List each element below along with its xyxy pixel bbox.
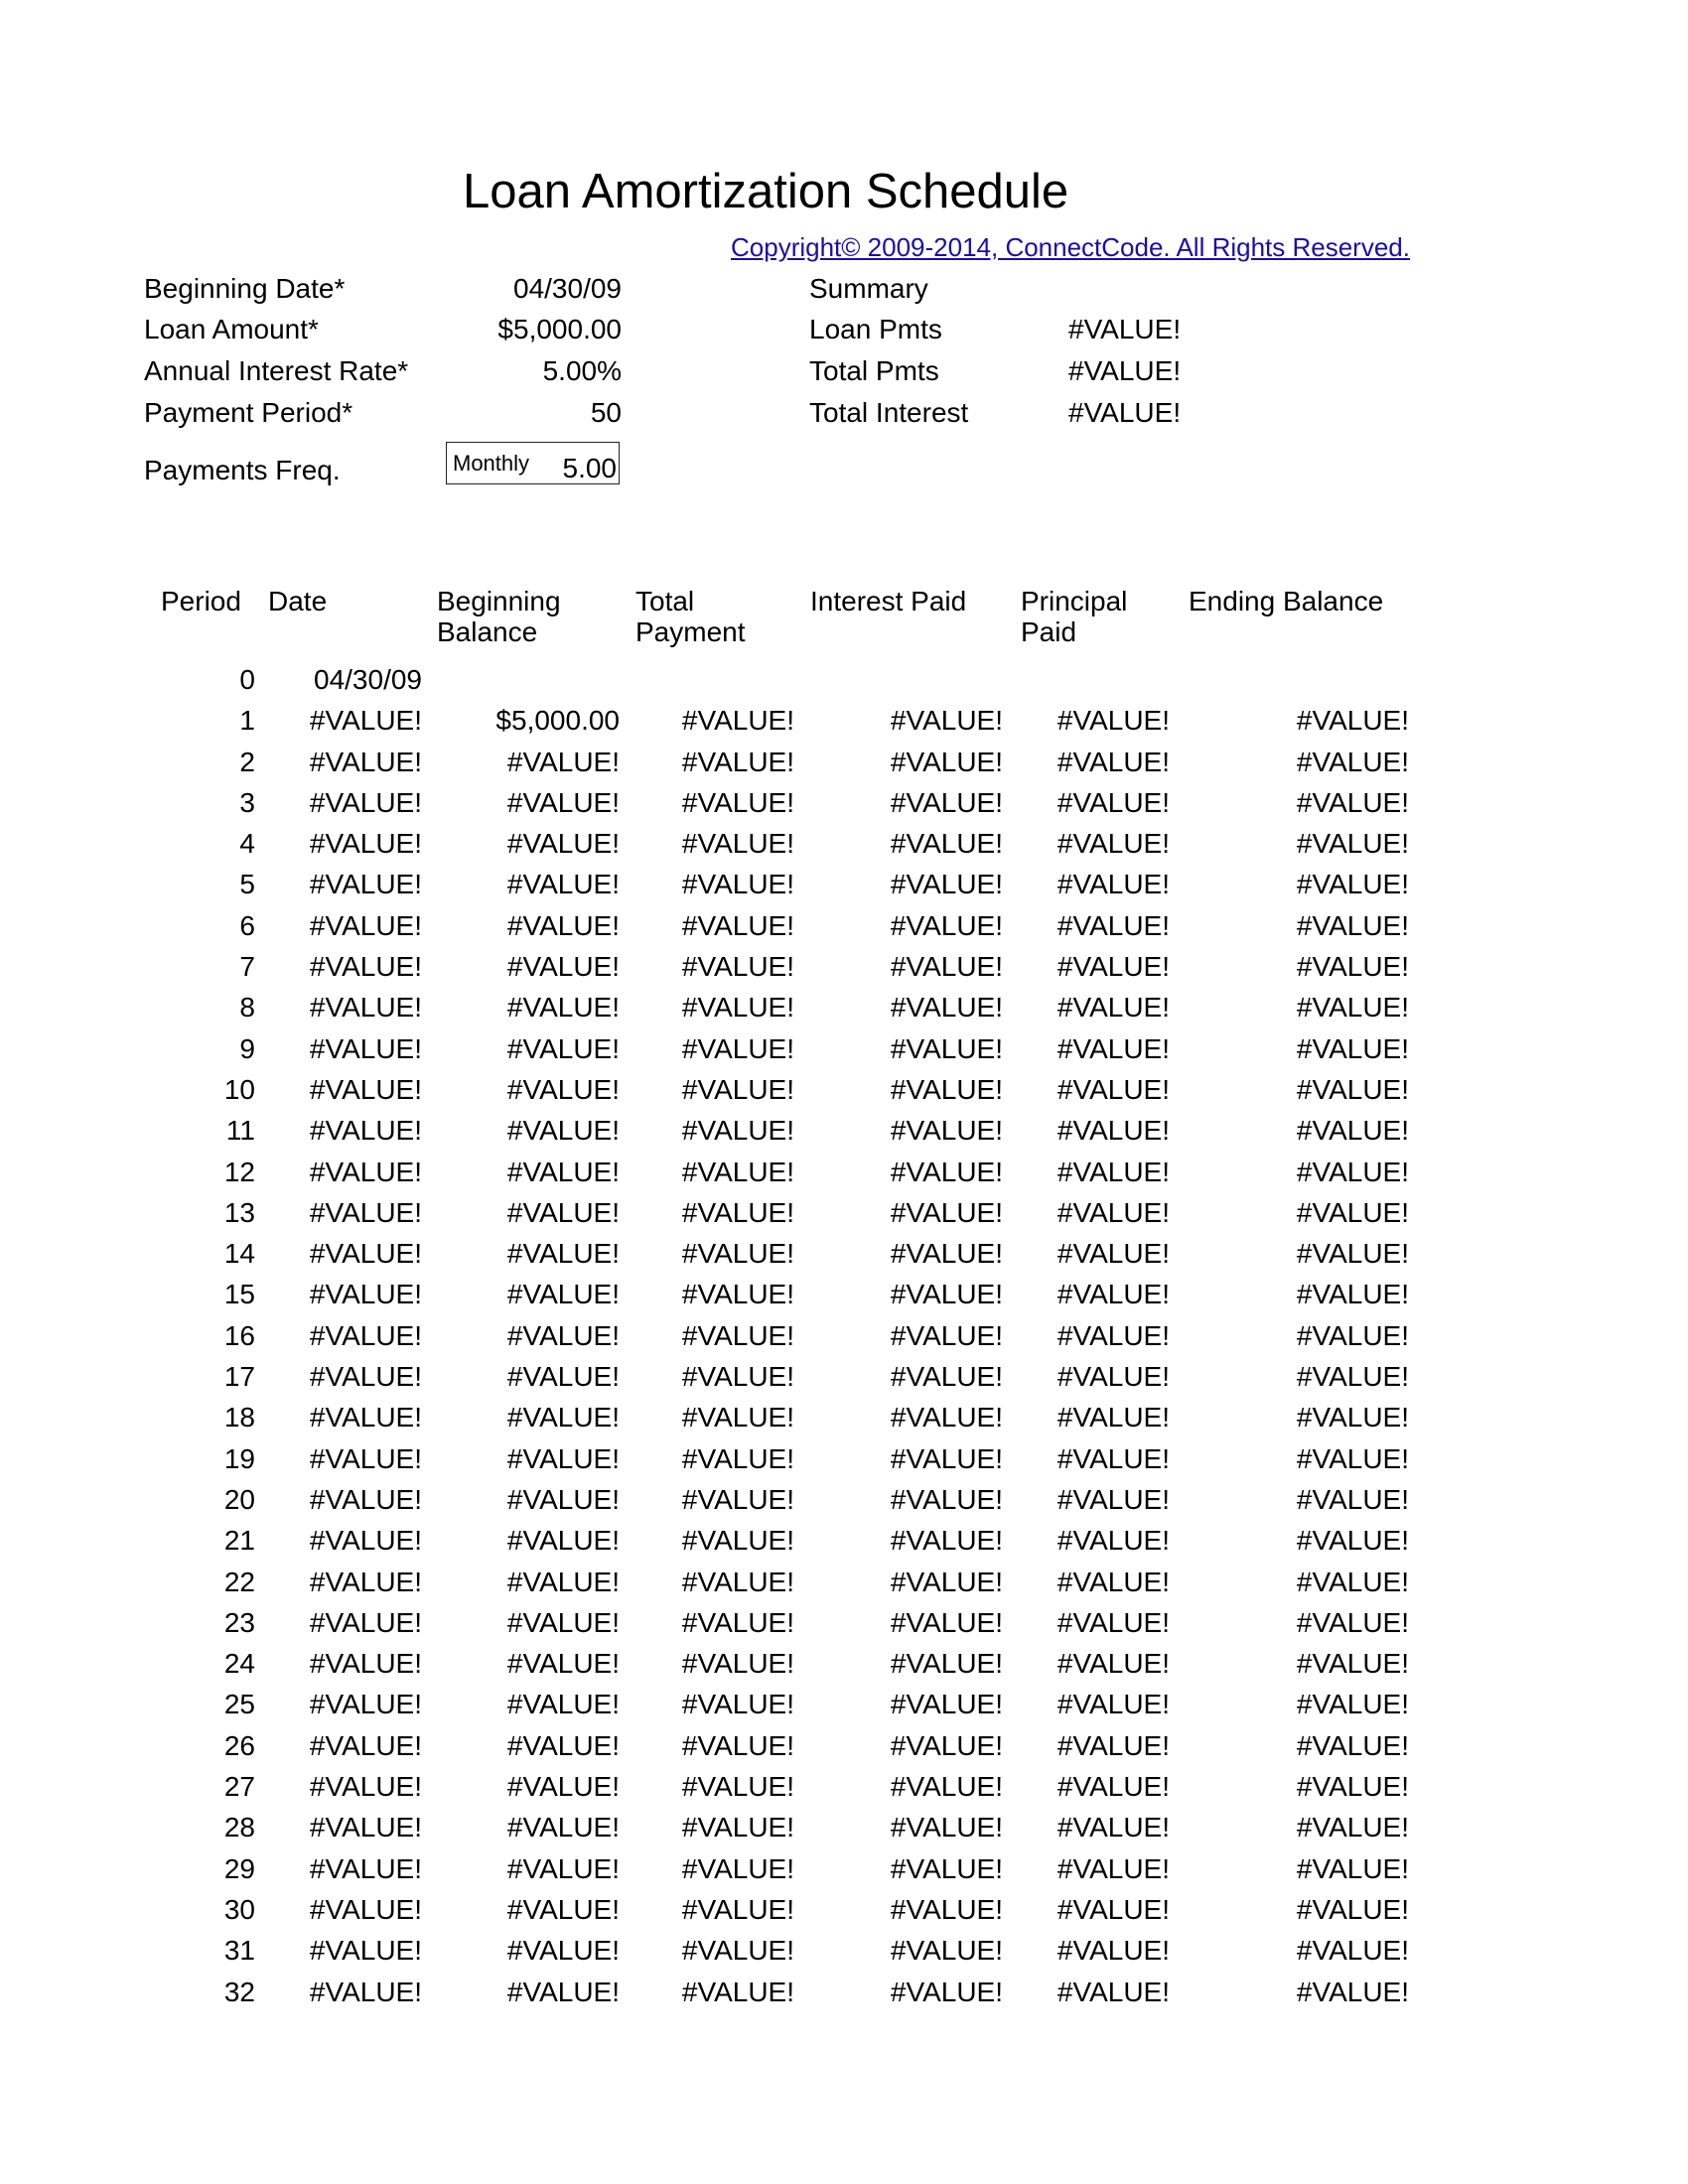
- summary-heading: Summary: [809, 273, 928, 304]
- beginning-balance-cell[interactable]: #VALUE!: [506, 1442, 620, 1474]
- ending-balance-cell[interactable]: #VALUE!: [1296, 1812, 1409, 1843]
- beginning-balance-cell[interactable]: #VALUE!: [506, 1238, 620, 1270]
- principal-paid-cell[interactable]: #VALUE!: [1056, 1319, 1170, 1351]
- interest-paid-cell[interactable]: #VALUE!: [890, 1115, 1003, 1147]
- ending-balance-cell[interactable]: #VALUE!: [1296, 909, 1409, 941]
- period-cell[interactable]: 32: [223, 1976, 255, 2007]
- beginning-balance-cell[interactable]: #VALUE!: [506, 1483, 620, 1515]
- period-cell[interactable]: 31: [223, 1935, 255, 1967]
- principal-paid-cell[interactable]: #VALUE!: [1056, 1279, 1170, 1310]
- principal-paid-cell[interactable]: #VALUE!: [1056, 1976, 1170, 2007]
- period-cell[interactable]: 22: [223, 1566, 255, 1597]
- interest-paid-cell[interactable]: #VALUE!: [890, 1238, 1003, 1270]
- principal-paid-cell[interactable]: #VALUE!: [1056, 1402, 1170, 1433]
- period-cell[interactable]: 17: [223, 1361, 255, 1393]
- beginning-balance-cell[interactable]: #VALUE!: [506, 1196, 620, 1228]
- interest-rate-label: Annual Interest Rate*: [144, 355, 409, 386]
- payments-freq-selected[interactable]: Monthly: [453, 451, 530, 476]
- total-payment-cell[interactable]: #VALUE!: [681, 869, 794, 900]
- principal-paid-cell[interactable]: #VALUE!: [1056, 1525, 1170, 1557]
- beginning-balance-cell[interactable]: #VALUE!: [506, 1852, 620, 1884]
- interest-paid-cell[interactable]: #VALUE!: [890, 1648, 1003, 1680]
- principal-paid-cell[interactable]: #VALUE!: [1056, 1812, 1170, 1843]
- date-cell[interactable]: #VALUE!: [309, 1689, 422, 1720]
- principal-paid-cell[interactable]: #VALUE!: [1056, 1073, 1170, 1105]
- ending-balance-cell[interactable]: #VALUE!: [1296, 869, 1409, 900]
- ending-balance-cell[interactable]: #VALUE!: [1296, 746, 1409, 777]
- ending-balance-cell[interactable]: #VALUE!: [1296, 1196, 1409, 1228]
- total-payment-cell[interactable]: #VALUE!: [681, 705, 794, 737]
- date-cell[interactable]: #VALUE!: [309, 1073, 422, 1105]
- principal-paid-cell[interactable]: #VALUE!: [1056, 1115, 1170, 1147]
- period-cell[interactable]: 26: [223, 1729, 255, 1761]
- principal-paid-cell[interactable]: #VALUE!: [1056, 786, 1170, 818]
- period-cell[interactable]: 18: [223, 1402, 255, 1433]
- period-cell[interactable]: 27: [223, 1771, 255, 1803]
- total-payment-cell[interactable]: #VALUE!: [681, 786, 794, 818]
- table-row: [0, 1890, 1688, 1931]
- principal-paid-cell[interactable]: #VALUE!: [1056, 1156, 1170, 1187]
- ending-balance-cell[interactable]: #VALUE!: [1296, 1525, 1409, 1557]
- period-cell[interactable]: 20: [223, 1483, 255, 1515]
- ending-balance-cell[interactable]: #VALUE!: [1296, 705, 1409, 737]
- total-payment-cell[interactable]: #VALUE!: [681, 1525, 794, 1557]
- beginning-balance-cell[interactable]: #VALUE!: [506, 1689, 620, 1720]
- ending-balance-cell[interactable]: #VALUE!: [1296, 1893, 1409, 1925]
- period-cell[interactable]: 15: [223, 1279, 255, 1310]
- table-row: [0, 1931, 1688, 1972]
- total-payment-cell[interactable]: #VALUE!: [681, 1483, 794, 1515]
- header-beginning-balance: Beginning Balance: [437, 586, 561, 647]
- beginning-date-label: Beginning Date*: [144, 273, 346, 304]
- interest-paid-cell[interactable]: #VALUE!: [890, 909, 1003, 941]
- interest-paid-cell[interactable]: #VALUE!: [890, 1525, 1003, 1557]
- total-payment-cell[interactable]: #VALUE!: [681, 1156, 794, 1187]
- beginning-balance-cell[interactable]: #VALUE!: [506, 1935, 620, 1967]
- table-row: [0, 865, 1688, 905]
- beginning-balance-cell[interactable]: #VALUE!: [506, 1115, 620, 1147]
- ending-balance-cell[interactable]: #VALUE!: [1296, 786, 1409, 818]
- beginning-balance-cell[interactable]: #VALUE!: [506, 1606, 620, 1638]
- date-cell[interactable]: #VALUE!: [309, 786, 422, 818]
- date-cell[interactable]: #VALUE!: [309, 1771, 422, 1803]
- interest-paid-cell[interactable]: #VALUE!: [890, 1032, 1003, 1064]
- interest-rate-field[interactable]: 5.00%: [542, 355, 622, 386]
- total-payment-cell[interactable]: #VALUE!: [681, 1073, 794, 1105]
- ending-balance-cell[interactable]: #VALUE!: [1296, 1156, 1409, 1187]
- beginning-balance-cell[interactable]: #VALUE!: [506, 1032, 620, 1064]
- date-cell[interactable]: #VALUE!: [309, 1893, 422, 1925]
- table-row: [0, 1685, 1688, 1725]
- date-cell[interactable]: #VALUE!: [309, 1852, 422, 1884]
- period-cell[interactable]: 1: [239, 705, 255, 737]
- interest-paid-cell[interactable]: #VALUE!: [890, 1935, 1003, 1967]
- period-cell[interactable]: 0: [239, 664, 255, 695]
- interest-paid-cell[interactable]: #VALUE!: [890, 992, 1003, 1024]
- total-payment-cell[interactable]: #VALUE!: [681, 1893, 794, 1925]
- ending-balance-cell[interactable]: #VALUE!: [1296, 1648, 1409, 1680]
- loan-pmts-label: Loan Pmts: [809, 314, 942, 344]
- total-payment-cell[interactable]: #VALUE!: [681, 1852, 794, 1884]
- total-payment-cell[interactable]: #VALUE!: [681, 746, 794, 777]
- interest-paid-cell[interactable]: #VALUE!: [890, 1156, 1003, 1187]
- period-cell[interactable]: 7: [239, 951, 255, 983]
- period-cell[interactable]: 25: [223, 1689, 255, 1720]
- table-row: [0, 1439, 1688, 1480]
- ending-balance-cell[interactable]: #VALUE!: [1296, 951, 1409, 983]
- header-period: Period: [161, 586, 241, 616]
- total-interest-label: Total Interest: [809, 397, 969, 428]
- principal-paid-cell[interactable]: #VALUE!: [1056, 1771, 1170, 1803]
- interest-paid-cell[interactable]: #VALUE!: [890, 1689, 1003, 1720]
- period-cell[interactable]: 5: [239, 869, 255, 900]
- period-cell[interactable]: 23: [223, 1606, 255, 1638]
- principal-paid-cell[interactable]: #VALUE!: [1056, 1196, 1170, 1228]
- ending-balance-cell[interactable]: #VALUE!: [1296, 1771, 1409, 1803]
- total-payment-cell[interactable]: #VALUE!: [681, 1729, 794, 1761]
- beginning-balance-cell[interactable]: #VALUE!: [506, 1648, 620, 1680]
- total-payment-cell[interactable]: #VALUE!: [681, 1319, 794, 1351]
- table-row: [0, 660, 1688, 701]
- beginning-date-field[interactable]: 04/30/09: [513, 273, 622, 304]
- table-row: [0, 1808, 1688, 1848]
- beginning-balance-cell[interactable]: #VALUE!: [506, 1729, 620, 1761]
- date-cell[interactable]: #VALUE!: [309, 1525, 422, 1557]
- table-row: [0, 1726, 1688, 1767]
- date-cell[interactable]: #VALUE!: [309, 1361, 422, 1393]
- principal-paid-cell[interactable]: #VALUE!: [1056, 1648, 1170, 1680]
- ending-balance-cell[interactable]: #VALUE!: [1296, 828, 1409, 860]
- beginning-balance-cell[interactable]: #VALUE!: [506, 1073, 620, 1105]
- interest-paid-cell[interactable]: #VALUE!: [890, 1566, 1003, 1597]
- total-payment-cell[interactable]: #VALUE!: [681, 1402, 794, 1433]
- payments-freq-value: 5.00: [562, 453, 617, 483]
- ending-balance-cell[interactable]: #VALUE!: [1296, 1689, 1409, 1720]
- loan-amount-field[interactable]: $5,000.00: [497, 314, 622, 344]
- interest-paid-cell[interactable]: #VALUE!: [890, 1402, 1003, 1433]
- interest-paid-cell[interactable]: #VALUE!: [890, 786, 1003, 818]
- interest-paid-cell[interactable]: #VALUE!: [890, 1483, 1003, 1515]
- date-cell[interactable]: #VALUE!: [309, 1566, 422, 1597]
- period-cell[interactable]: 8: [239, 992, 255, 1024]
- beginning-balance-cell[interactable]: #VALUE!: [506, 786, 620, 818]
- principal-paid-cell[interactable]: #VALUE!: [1056, 1566, 1170, 1597]
- date-cell[interactable]: #VALUE!: [309, 1156, 422, 1187]
- total-payment-cell[interactable]: #VALUE!: [681, 1566, 794, 1597]
- table-row: [0, 1849, 1688, 1890]
- ending-balance-cell[interactable]: #VALUE!: [1296, 1976, 1409, 2007]
- total-payment-cell[interactable]: #VALUE!: [681, 1689, 794, 1720]
- principal-paid-cell[interactable]: #VALUE!: [1056, 1606, 1170, 1638]
- period-cell[interactable]: 19: [223, 1442, 255, 1474]
- total-payment-cell[interactable]: #VALUE!: [681, 1238, 794, 1270]
- total-payment-cell[interactable]: #VALUE!: [681, 992, 794, 1024]
- date-cell[interactable]: 04/30/09: [314, 664, 422, 695]
- date-cell[interactable]: #VALUE!: [309, 1812, 422, 1843]
- date-cell[interactable]: #VALUE!: [309, 1402, 422, 1433]
- beginning-balance-cell[interactable]: #VALUE!: [506, 828, 620, 860]
- ending-balance-cell[interactable]: #VALUE!: [1296, 1566, 1409, 1597]
- interest-paid-cell[interactable]: #VALUE!: [890, 1442, 1003, 1474]
- ending-balance-cell[interactable]: #VALUE!: [1296, 1442, 1409, 1474]
- table-row: [0, 783, 1688, 824]
- period-cell[interactable]: 11: [225, 1115, 255, 1147]
- total-pmts-value: #VALUE!: [1068, 355, 1182, 386]
- total-payment-cell[interactable]: #VALUE!: [681, 1771, 794, 1803]
- beginning-balance-cell[interactable]: #VALUE!: [506, 1893, 620, 1925]
- table-row: [0, 824, 1688, 865]
- ending-balance-cell[interactable]: #VALUE!: [1296, 1606, 1409, 1638]
- beginning-balance-cell[interactable]: #VALUE!: [506, 1402, 620, 1433]
- period-cell[interactable]: 3: [239, 786, 255, 818]
- table-row: [0, 743, 1688, 783]
- principal-paid-cell[interactable]: #VALUE!: [1056, 1361, 1170, 1393]
- total-payment-cell[interactable]: #VALUE!: [681, 1976, 794, 2007]
- principal-paid-cell[interactable]: #VALUE!: [1056, 869, 1170, 900]
- interest-paid-cell[interactable]: #VALUE!: [890, 1361, 1003, 1393]
- table-row: [0, 1316, 1688, 1357]
- period-cell[interactable]: 16: [223, 1319, 255, 1351]
- payments-freq-dropdown[interactable]: [446, 442, 620, 484]
- period-cell[interactable]: 14: [223, 1238, 255, 1270]
- total-payment-cell[interactable]: #VALUE!: [681, 1115, 794, 1147]
- date-cell[interactable]: #VALUE!: [309, 746, 422, 777]
- ending-balance-cell[interactable]: #VALUE!: [1296, 1032, 1409, 1064]
- page-title: Loan Amortization Schedule: [463, 165, 1069, 218]
- table-row: [0, 1644, 1688, 1685]
- date-cell[interactable]: #VALUE!: [309, 992, 422, 1024]
- date-cell[interactable]: #VALUE!: [309, 1279, 422, 1310]
- principal-paid-cell[interactable]: #VALUE!: [1056, 746, 1170, 777]
- ending-balance-cell[interactable]: #VALUE!: [1296, 1319, 1409, 1351]
- date-cell[interactable]: #VALUE!: [309, 1483, 422, 1515]
- ending-balance-cell[interactable]: #VALUE!: [1296, 1729, 1409, 1761]
- date-cell[interactable]: #VALUE!: [309, 869, 422, 900]
- date-cell[interactable]: #VALUE!: [309, 1729, 422, 1761]
- beginning-balance-cell[interactable]: #VALUE!: [506, 992, 620, 1024]
- date-cell[interactable]: #VALUE!: [309, 1606, 422, 1638]
- total-payment-cell[interactable]: #VALUE!: [681, 1935, 794, 1967]
- schedule-table-body: [0, 660, 1688, 2013]
- table-row: [0, 1767, 1688, 1808]
- header-date: Date: [268, 586, 328, 616]
- interest-paid-cell[interactable]: #VALUE!: [890, 1319, 1003, 1351]
- total-payment-cell[interactable]: #VALUE!: [681, 951, 794, 983]
- table-row: [0, 1398, 1688, 1438]
- beginning-balance-cell[interactable]: #VALUE!: [506, 1319, 620, 1351]
- period-cell[interactable]: 13: [223, 1196, 255, 1228]
- date-cell[interactable]: #VALUE!: [309, 1196, 422, 1228]
- beginning-balance-cell[interactable]: $5,000.00: [495, 705, 620, 737]
- table-row: [0, 1973, 1688, 2013]
- principal-paid-cell[interactable]: #VALUE!: [1056, 705, 1170, 737]
- period-cell[interactable]: 12: [223, 1156, 255, 1187]
- table-row: [0, 1563, 1688, 1603]
- interest-paid-cell[interactable]: #VALUE!: [890, 951, 1003, 983]
- ending-balance-cell[interactable]: #VALUE!: [1296, 1115, 1409, 1147]
- date-cell[interactable]: #VALUE!: [309, 1032, 422, 1064]
- table-row: [0, 1193, 1688, 1234]
- table-row: [0, 1480, 1688, 1521]
- principal-paid-cell[interactable]: #VALUE!: [1056, 1483, 1170, 1515]
- total-payment-cell[interactable]: #VALUE!: [681, 1442, 794, 1474]
- interest-paid-cell[interactable]: #VALUE!: [890, 1976, 1003, 2007]
- table-row: [0, 1153, 1688, 1193]
- period-cell[interactable]: 4: [239, 828, 255, 860]
- interest-paid-cell[interactable]: #VALUE!: [890, 1196, 1003, 1228]
- payment-period-field[interactable]: 50: [590, 397, 622, 428]
- total-pmts-label: Total Pmts: [809, 355, 939, 386]
- period-cell[interactable]: 24: [223, 1648, 255, 1680]
- date-cell[interactable]: #VALUE!: [309, 1238, 422, 1270]
- loan-amount-label: Loan Amount*: [144, 314, 319, 344]
- period-cell[interactable]: 10: [223, 1073, 255, 1105]
- beginning-balance-cell[interactable]: #VALUE!: [506, 1566, 620, 1597]
- payments-freq-label: Payments Freq.: [144, 455, 341, 485]
- period-cell[interactable]: 6: [239, 909, 255, 941]
- header-interest-paid: Interest Paid: [810, 586, 967, 616]
- table-row: [0, 1603, 1688, 1644]
- principal-paid-cell[interactable]: #VALUE!: [1056, 828, 1170, 860]
- principal-paid-cell[interactable]: #VALUE!: [1056, 1032, 1170, 1064]
- principal-paid-cell[interactable]: #VALUE!: [1056, 1852, 1170, 1884]
- loan-pmts-value: #VALUE!: [1068, 314, 1182, 344]
- interest-paid-cell[interactable]: #VALUE!: [890, 1812, 1003, 1843]
- total-payment-cell[interactable]: #VALUE!: [681, 1812, 794, 1843]
- header-principal-paid: Principal Paid: [1021, 586, 1128, 647]
- header-ending-balance: Ending Balance: [1189, 586, 1384, 616]
- beginning-balance-cell[interactable]: #VALUE!: [506, 1525, 620, 1557]
- table-row: [0, 947, 1688, 988]
- ending-balance-cell[interactable]: #VALUE!: [1296, 1852, 1409, 1884]
- total-payment-cell[interactable]: #VALUE!: [681, 1648, 794, 1680]
- total-payment-cell[interactable]: #VALUE!: [681, 909, 794, 941]
- principal-paid-cell[interactable]: #VALUE!: [1056, 951, 1170, 983]
- total-interest-value: #VALUE!: [1068, 397, 1182, 428]
- beginning-balance-cell[interactable]: #VALUE!: [506, 746, 620, 777]
- interest-paid-cell[interactable]: #VALUE!: [890, 1606, 1003, 1638]
- principal-paid-cell[interactable]: #VALUE!: [1056, 1442, 1170, 1474]
- payment-period-label: Payment Period*: [144, 397, 353, 428]
- ending-balance-cell[interactable]: #VALUE!: [1296, 1279, 1409, 1310]
- interest-paid-cell[interactable]: #VALUE!: [890, 705, 1003, 737]
- date-cell[interactable]: #VALUE!: [309, 705, 422, 737]
- principal-paid-cell[interactable]: #VALUE!: [1056, 1238, 1170, 1270]
- date-cell[interactable]: #VALUE!: [309, 1976, 422, 2007]
- total-payment-cell[interactable]: #VALUE!: [681, 1279, 794, 1310]
- date-cell[interactable]: #VALUE!: [309, 1115, 422, 1147]
- interest-paid-cell[interactable]: #VALUE!: [890, 828, 1003, 860]
- total-payment-cell[interactable]: #VALUE!: [681, 1196, 794, 1228]
- table-row: [0, 1521, 1688, 1562]
- table-row: [0, 1357, 1688, 1398]
- beginning-balance-cell[interactable]: #VALUE!: [506, 1279, 620, 1310]
- period-cell[interactable]: 9: [239, 1032, 255, 1064]
- total-payment-cell[interactable]: #VALUE!: [681, 828, 794, 860]
- total-payment-cell[interactable]: #VALUE!: [681, 1361, 794, 1393]
- table-row: [0, 701, 1688, 742]
- interest-paid-cell[interactable]: #VALUE!: [890, 746, 1003, 777]
- date-cell[interactable]: #VALUE!: [309, 951, 422, 983]
- date-cell[interactable]: #VALUE!: [309, 828, 422, 860]
- ending-balance-cell[interactable]: #VALUE!: [1296, 1483, 1409, 1515]
- principal-paid-cell[interactable]: #VALUE!: [1056, 1893, 1170, 1925]
- period-cell[interactable]: 28: [223, 1812, 255, 1843]
- ending-balance-cell[interactable]: #VALUE!: [1296, 1073, 1409, 1105]
- date-cell[interactable]: #VALUE!: [309, 1648, 422, 1680]
- date-cell[interactable]: #VALUE!: [309, 909, 422, 941]
- beginning-balance-cell[interactable]: #VALUE!: [506, 1771, 620, 1803]
- beginning-balance-cell[interactable]: #VALUE!: [506, 1812, 620, 1843]
- principal-paid-cell[interactable]: #VALUE!: [1056, 992, 1170, 1024]
- ending-balance-cell[interactable]: #VALUE!: [1296, 1238, 1409, 1270]
- table-row: [0, 1275, 1688, 1315]
- ending-balance-cell[interactable]: #VALUE!: [1296, 1361, 1409, 1393]
- ending-balance-cell[interactable]: #VALUE!: [1296, 1402, 1409, 1433]
- total-payment-cell[interactable]: #VALUE!: [681, 1032, 794, 1064]
- beginning-balance-cell[interactable]: #VALUE!: [506, 1156, 620, 1187]
- date-cell[interactable]: #VALUE!: [309, 1442, 422, 1474]
- date-cell[interactable]: #VALUE!: [309, 1935, 422, 1967]
- interest-paid-cell[interactable]: #VALUE!: [890, 1893, 1003, 1925]
- interest-paid-cell[interactable]: #VALUE!: [890, 869, 1003, 900]
- table-row: [0, 988, 1688, 1028]
- table-row: [0, 1070, 1688, 1111]
- beginning-balance-cell[interactable]: #VALUE!: [506, 1976, 620, 2007]
- beginning-balance-cell[interactable]: #VALUE!: [506, 909, 620, 941]
- copyright-link[interactable]: Copyright© 2009-2014, ConnectCode. All Rights Reserved.: [731, 232, 1410, 262]
- period-cell[interactable]: 21: [223, 1525, 255, 1557]
- table-row: [0, 906, 1688, 947]
- table-row: [0, 1234, 1688, 1275]
- interest-paid-cell[interactable]: #VALUE!: [890, 1279, 1003, 1310]
- header-total-payment: Total Payment: [635, 586, 746, 647]
- ending-balance-cell[interactable]: #VALUE!: [1296, 992, 1409, 1024]
- principal-paid-cell[interactable]: #VALUE!: [1056, 1935, 1170, 1967]
- beginning-balance-cell[interactable]: #VALUE!: [506, 1361, 620, 1393]
- period-cell[interactable]: 30: [223, 1893, 255, 1925]
- period-cell[interactable]: 29: [223, 1852, 255, 1884]
- table-row: [0, 1029, 1688, 1070]
- interest-paid-cell[interactable]: #VALUE!: [890, 1852, 1003, 1884]
- interest-paid-cell[interactable]: #VALUE!: [890, 1073, 1003, 1105]
- beginning-balance-cell[interactable]: #VALUE!: [506, 951, 620, 983]
- beginning-balance-cell[interactable]: #VALUE!: [506, 869, 620, 900]
- period-cell[interactable]: 2: [239, 746, 255, 777]
- principal-paid-cell[interactable]: #VALUE!: [1056, 909, 1170, 941]
- ending-balance-cell[interactable]: #VALUE!: [1296, 1935, 1409, 1967]
- total-payment-cell[interactable]: #VALUE!: [681, 1606, 794, 1638]
- interest-paid-cell[interactable]: #VALUE!: [890, 1771, 1003, 1803]
- principal-paid-cell[interactable]: #VALUE!: [1056, 1729, 1170, 1761]
- principal-paid-cell[interactable]: #VALUE!: [1056, 1689, 1170, 1720]
- table-row: [0, 1111, 1688, 1152]
- date-cell[interactable]: #VALUE!: [309, 1319, 422, 1351]
- interest-paid-cell[interactable]: #VALUE!: [890, 1729, 1003, 1761]
